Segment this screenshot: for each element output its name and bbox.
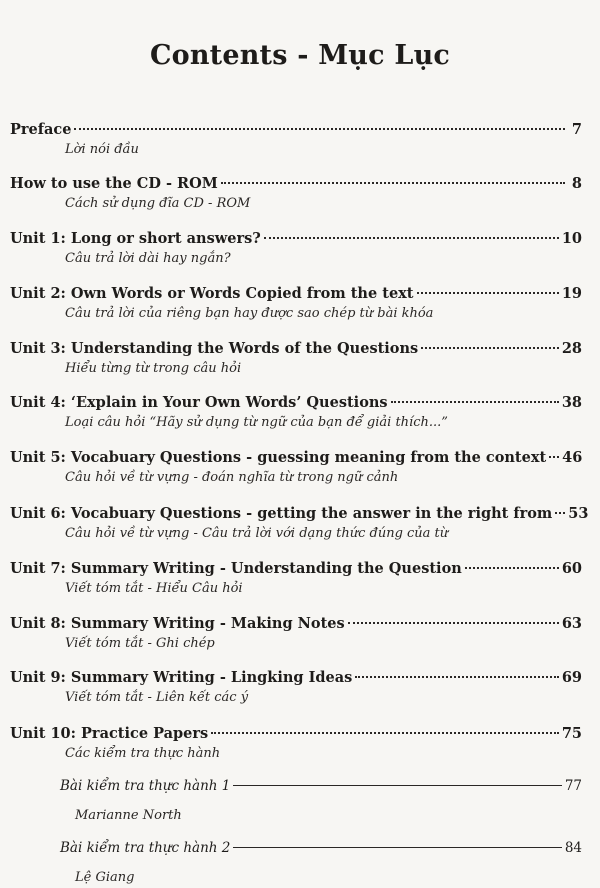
toc-page-number: 19 [561, 285, 582, 302]
toc-entry-label: Unit 7: Summary Writing - Understanding the Question [10, 560, 462, 577]
toc-subentry-label: Bài kiểm tra thực hành 2 [60, 840, 231, 856]
toc-entry-label: Unit 3: Understanding the Words of the Questions [10, 340, 419, 357]
toc-entry-label: How to use the CD - ROM [10, 175, 218, 192]
toc-entry-unit-2[interactable] [10, 284, 582, 324]
toc-entry-unit-1[interactable] [10, 229, 582, 269]
toc-entry-label: Unit 4: ‘Explain in Your Own Words’ Questions [10, 394, 388, 411]
dot-leader [421, 347, 559, 349]
toc-page-number: 28 [561, 340, 582, 357]
toc-page-number: 7 [571, 121, 582, 138]
dot-leader [355, 676, 559, 678]
toc-entry-label: Unit 6: Vocabuary Questions - getting the answer in the right from [10, 505, 553, 522]
toc-entry-translation: Câu hỏi về từ vựng - đoán nghĩa từ trong ngữ cảnh [65, 470, 399, 485]
toc-entry-label: Unit 2: Own Words or Words Copied from the text [10, 285, 414, 302]
dot-leader [211, 732, 559, 734]
toc-page-number: 8 [571, 175, 582, 192]
toc-subentry-title: Marianne North [75, 808, 182, 823]
dot-leader [221, 182, 565, 184]
toc-entry-unit-9[interactable] [10, 668, 582, 708]
toc-entry-translation: Cách sử dụng đĩa CD - ROM [65, 196, 251, 211]
toc-entry-label: Unit 8: Summary Writing - Making Notes [10, 615, 345, 632]
line-leader [233, 847, 561, 848]
dot-leader [465, 567, 559, 569]
toc-entry-unit-5[interactable] [10, 448, 582, 488]
toc-entry-translation: Câu trả lời của riêng bạn hay được sao chép từ bài khóa [65, 306, 434, 321]
toc-entry-translation: Viết tóm tắt - Liên kết các ý [65, 690, 249, 705]
toc-entry-unit-4[interactable] [10, 393, 582, 433]
toc-entry-translation: Viết tóm tắt - Hiểu Câu hỏi [65, 581, 243, 596]
toc-page-number: 77 [564, 778, 582, 794]
toc-page-number: 46 [562, 449, 583, 466]
toc-entry-translation: Các kiểm tra thực hành [65, 746, 221, 761]
toc-entry-translation: Câu trả lời dài hay ngắn? [65, 251, 231, 266]
toc-page-number: 69 [561, 669, 582, 686]
toc-page-number: 75 [561, 725, 582, 742]
dot-leader [264, 237, 559, 239]
toc-page-number: 38 [561, 394, 582, 411]
toc-entry-unit-3[interactable] [10, 339, 582, 379]
dot-leader [348, 622, 559, 624]
toc-entry-label: Unit 9: Summary Writing - Lingking Ideas [10, 669, 353, 686]
line-leader [233, 785, 561, 786]
toc-subentry-practice-1[interactable] [60, 776, 582, 826]
toc-subentry-practice-2[interactable] [60, 838, 582, 888]
dot-leader [549, 456, 559, 458]
dot-leader [555, 512, 565, 514]
toc-entry-cd-rom[interactable] [10, 174, 582, 214]
dot-leader [417, 292, 559, 294]
toc-entry-translation: Loại câu hỏi “Hãy sử dụng từ ngữ của bạn để giải thích...” [65, 415, 448, 430]
toc-page-number: 10 [561, 230, 582, 247]
toc-entry-translation: Lời nói đầu [65, 142, 139, 157]
dot-leader [74, 128, 565, 130]
toc-entry-label: Preface [10, 121, 72, 138]
toc-entry-label: Unit 1: Long or short answers? [10, 230, 261, 247]
toc-entry-translation: Viết tóm tắt - Ghi chép [65, 636, 215, 651]
toc-subentry-title: Lệ Giang [75, 870, 135, 885]
toc-entry-label: Unit 10: Practice Papers [10, 725, 209, 742]
toc-entry-unit-8[interactable] [10, 614, 582, 654]
toc-entry-translation: Hiểu từng từ trong câu hỏi [65, 361, 242, 376]
dot-leader [391, 401, 559, 403]
toc-entry-translation: Câu hỏi về từ vựng - Câu trả lời với dạng thức đúng của từ [65, 526, 449, 541]
toc-page-number: 63 [561, 615, 582, 632]
toc-entry-unit-6[interactable] [10, 504, 589, 544]
toc-entry-label: Unit 5: Vocabuary Questions - guessing meaning from the context [10, 449, 547, 466]
toc-entry-unit-10[interactable] [10, 724, 582, 764]
toc-entry-unit-7[interactable] [10, 559, 582, 599]
toc-page-number: 60 [561, 560, 582, 577]
toc-subentry-label: Bài kiểm tra thực hành 1 [60, 778, 231, 794]
toc-page-number: 53 [568, 505, 589, 522]
page-title: Contents - Mục Lục [149, 40, 451, 71]
toc-page-number: 84 [564, 840, 582, 856]
toc-entry-preface[interactable] [10, 120, 582, 160]
